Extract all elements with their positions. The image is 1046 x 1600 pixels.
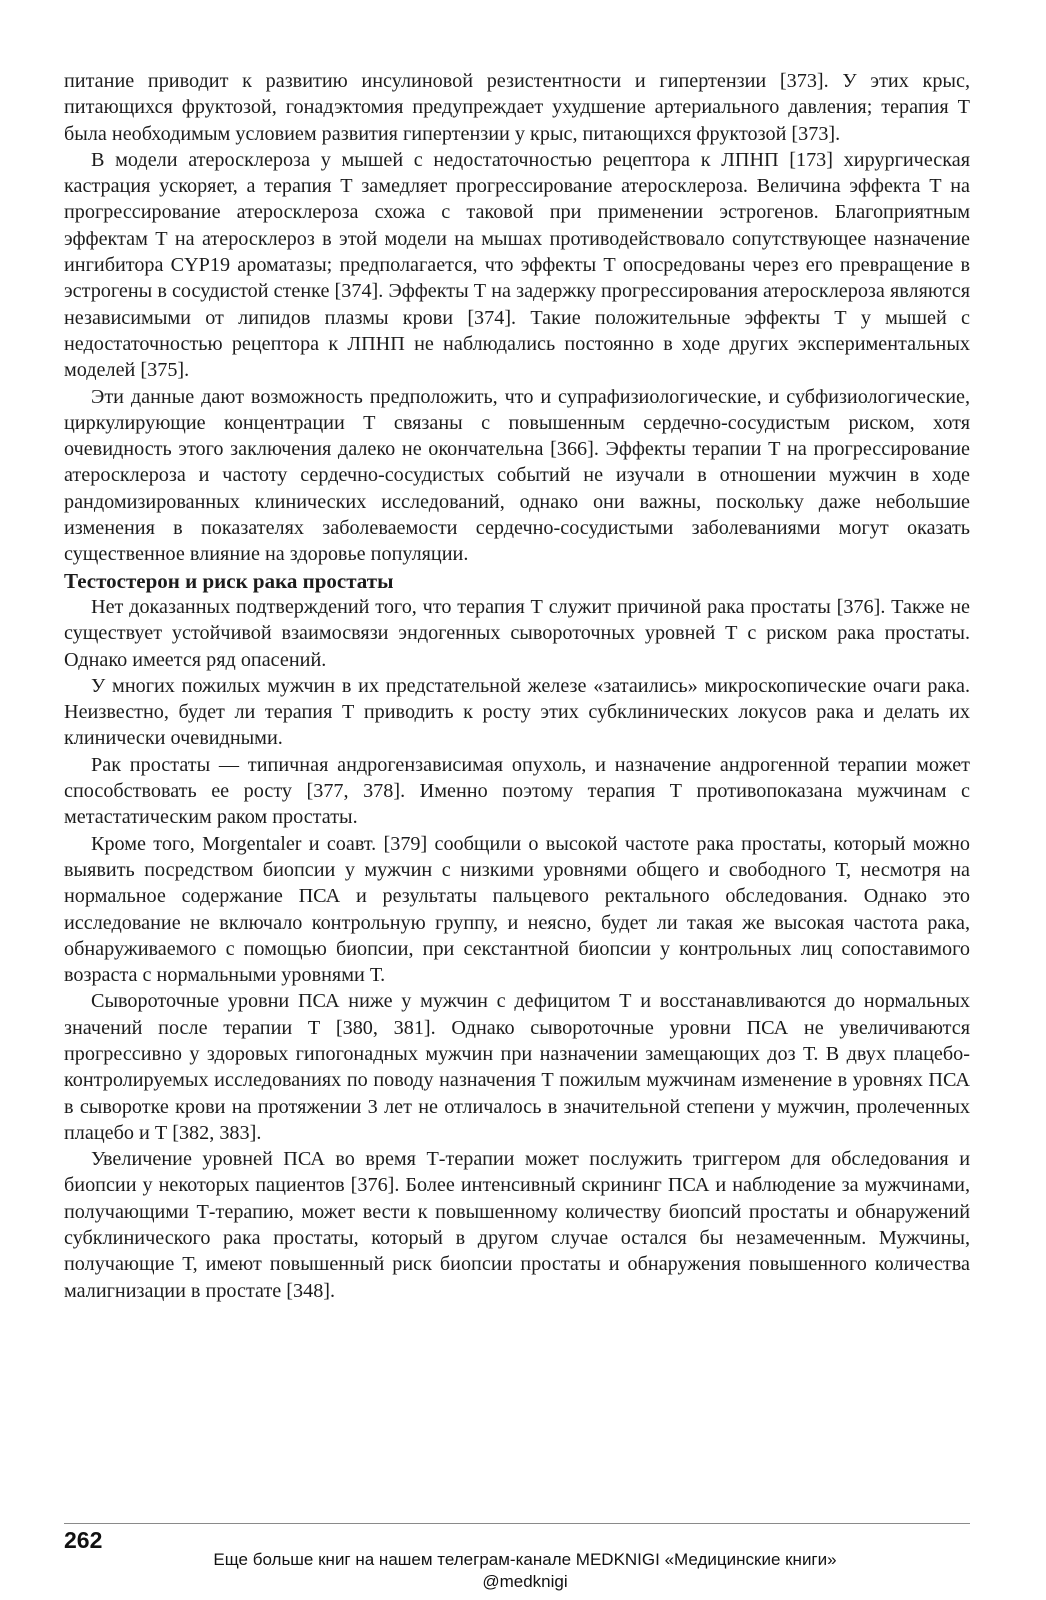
- promo-line-handle[interactable]: @medknigi: [482, 1572, 568, 1591]
- paragraph-androgen-dependent: Рак простаты — типичная андрогензависимая опухоль, и назначение андрогенной терапии может способствовать ее росту [377, 378]. Именно поэтому терапия Т противопоказана мужчинам с метастатическим раком простаты.: [64, 753, 970, 829]
- paragraph-microscopic-foci: У многих пожилых мужчин в их предстательной железе «затаились» микроскопические очаги рака. Неизвестно, будет ли терапия Т приводить к росту этих субклинических локусов рака и делать их клинически очевидными.: [64, 674, 970, 750]
- page-number: 262: [64, 1527, 103, 1553]
- paragraph-atherosclerosis-model: В модели атеросклероза у мышей с недостаточностью рецептора к ЛПНП [173] хирургическая кастрация ускоряет, а терапия Т замедляет прогрессирование атеросклероза. Величина эффекта Т на прогрессирование атеросклероза схожа с таковой при применении эстрогенов. Благоприятным эффектам Т на атеросклероз в этой модели на мышах противодействовало сопутствующее назначение ингибитора CYP19 ароматазы; предполагается, что эффекты Т опосредованы через его превращение в эстрогены в сосудистой стенке [374]. Эффекты Т на задержку прогрессирования атеросклероза являются независимыми от липидов плазмы крови [374]. Такие положительные эффекты Т у мышей с недостаточностью рецептора к ЛПНП не наблюдались постоянно в ходе других экспериментальных моделей [375].: [64, 148, 970, 382]
- paragraph-psa-levels: Сывороточные уровни ПСА ниже у мужчин с дефицитом Т и восстанавливаются до нормальных значений после терапии Т [380, 381]. Однако сывороточные уровни ПСА не увеличиваются прогрессивно у здоровых гипогонадных мужчин при назначении замещающих доз Т. В двух плацебо-контролируемых исследованиях по поводу назначения Т пожилым мужчинам изменение в уровнях ПСА в сыворотке крови на протяжении 3 лет не отличалось в значительной степени у мужчин, пролеченных плацебо и Т [382, 383].: [64, 990, 970, 1144]
- paragraph-cardiovascular-risk: Эти данные дают возможность предположить, что и супрафизиологические, и субфизиологические, циркулирующие концентрации Т связаны с повышенным сердечно-сосудистым риском, хотя очевидность этого заключения далеко не окончательна [366]. Эффекты терапии Т на прогрессирование атеросклероза и частоту сердечно-сосудистых событий не изучали в отношении мужчин в ходе рандомизированных клинических исследований, однако они важны, поскольку даже небольшие изменения в показателях заболеваемости сердечно-сосудистыми заболеваниями могут оказать существенное влияние на здоровье популяции.: [64, 385, 970, 566]
- footer-divider: [64, 1523, 970, 1524]
- paragraph-fructose-rats: питание приводит к развитию инсулиновой резистентности и гипертензии [373]. У этих крыс, питающихся фруктозой, гонадэктомия предупреждает ухудшение артериального давления; терапия Т была необходимым условием развития гипертензии у крыс, питающихся фруктозой [373].: [64, 70, 970, 145]
- promo-text: [130, 1549, 920, 1593]
- paragraph-psa-increase: Увеличение уровней ПСА во время Т-терапии может послужить триггером для обследования и биопсии у некоторых пациентов [376]. Более интенсивный скрининг ПСА и наблюдение за мужчинами, получающими Т-терапию, может вести к повышенному количеству биопсий простаты и обнаружений субклинического рака простаты, который в другом случае остался бы незамеченным. Мужчины, получающие Т, имеют повышенный риск биопсии простаты и обнаружения повышенного количества малигнизации в простате [348].: [64, 1148, 970, 1302]
- paragraph-morgentaler: Кроме того, Morgentaler и соавт. [379] сообщили о высокой частоте рака простаты, который можно выявить посредством биопсии у мужчин с низкими уровнями общего и свободного Т, несмотря на нормальное содержание ПСА и результаты пальцевого ректального обследования. Однако это исследование не включало контрольную группу, и неясно, будет ли такая же высокая частота рака, обнаруживаемого с помощью биопсии, при секстантной биопсии у контрольных лиц сопоставимого возраста с нормальными уровнями Т.: [64, 832, 970, 987]
- promo-line-channel: Еще больше книг на нашем телеграм-канале MEDKNIGI «Медицинские книги»: [213, 1550, 837, 1569]
- page-body: [64, 68, 970, 1304]
- section-heading: Тестостерон и риск рака простаты: [64, 568, 394, 593]
- paragraph-no-evidence: Нет доказанных подтверждений того, что терапия Т служит причиной рака простаты [376]. Также не существует устойчивой взаимосвязи эндогенных сывороточных уровней Т с риском рака простаты. Однако имеется ряд опасений.: [64, 595, 970, 671]
